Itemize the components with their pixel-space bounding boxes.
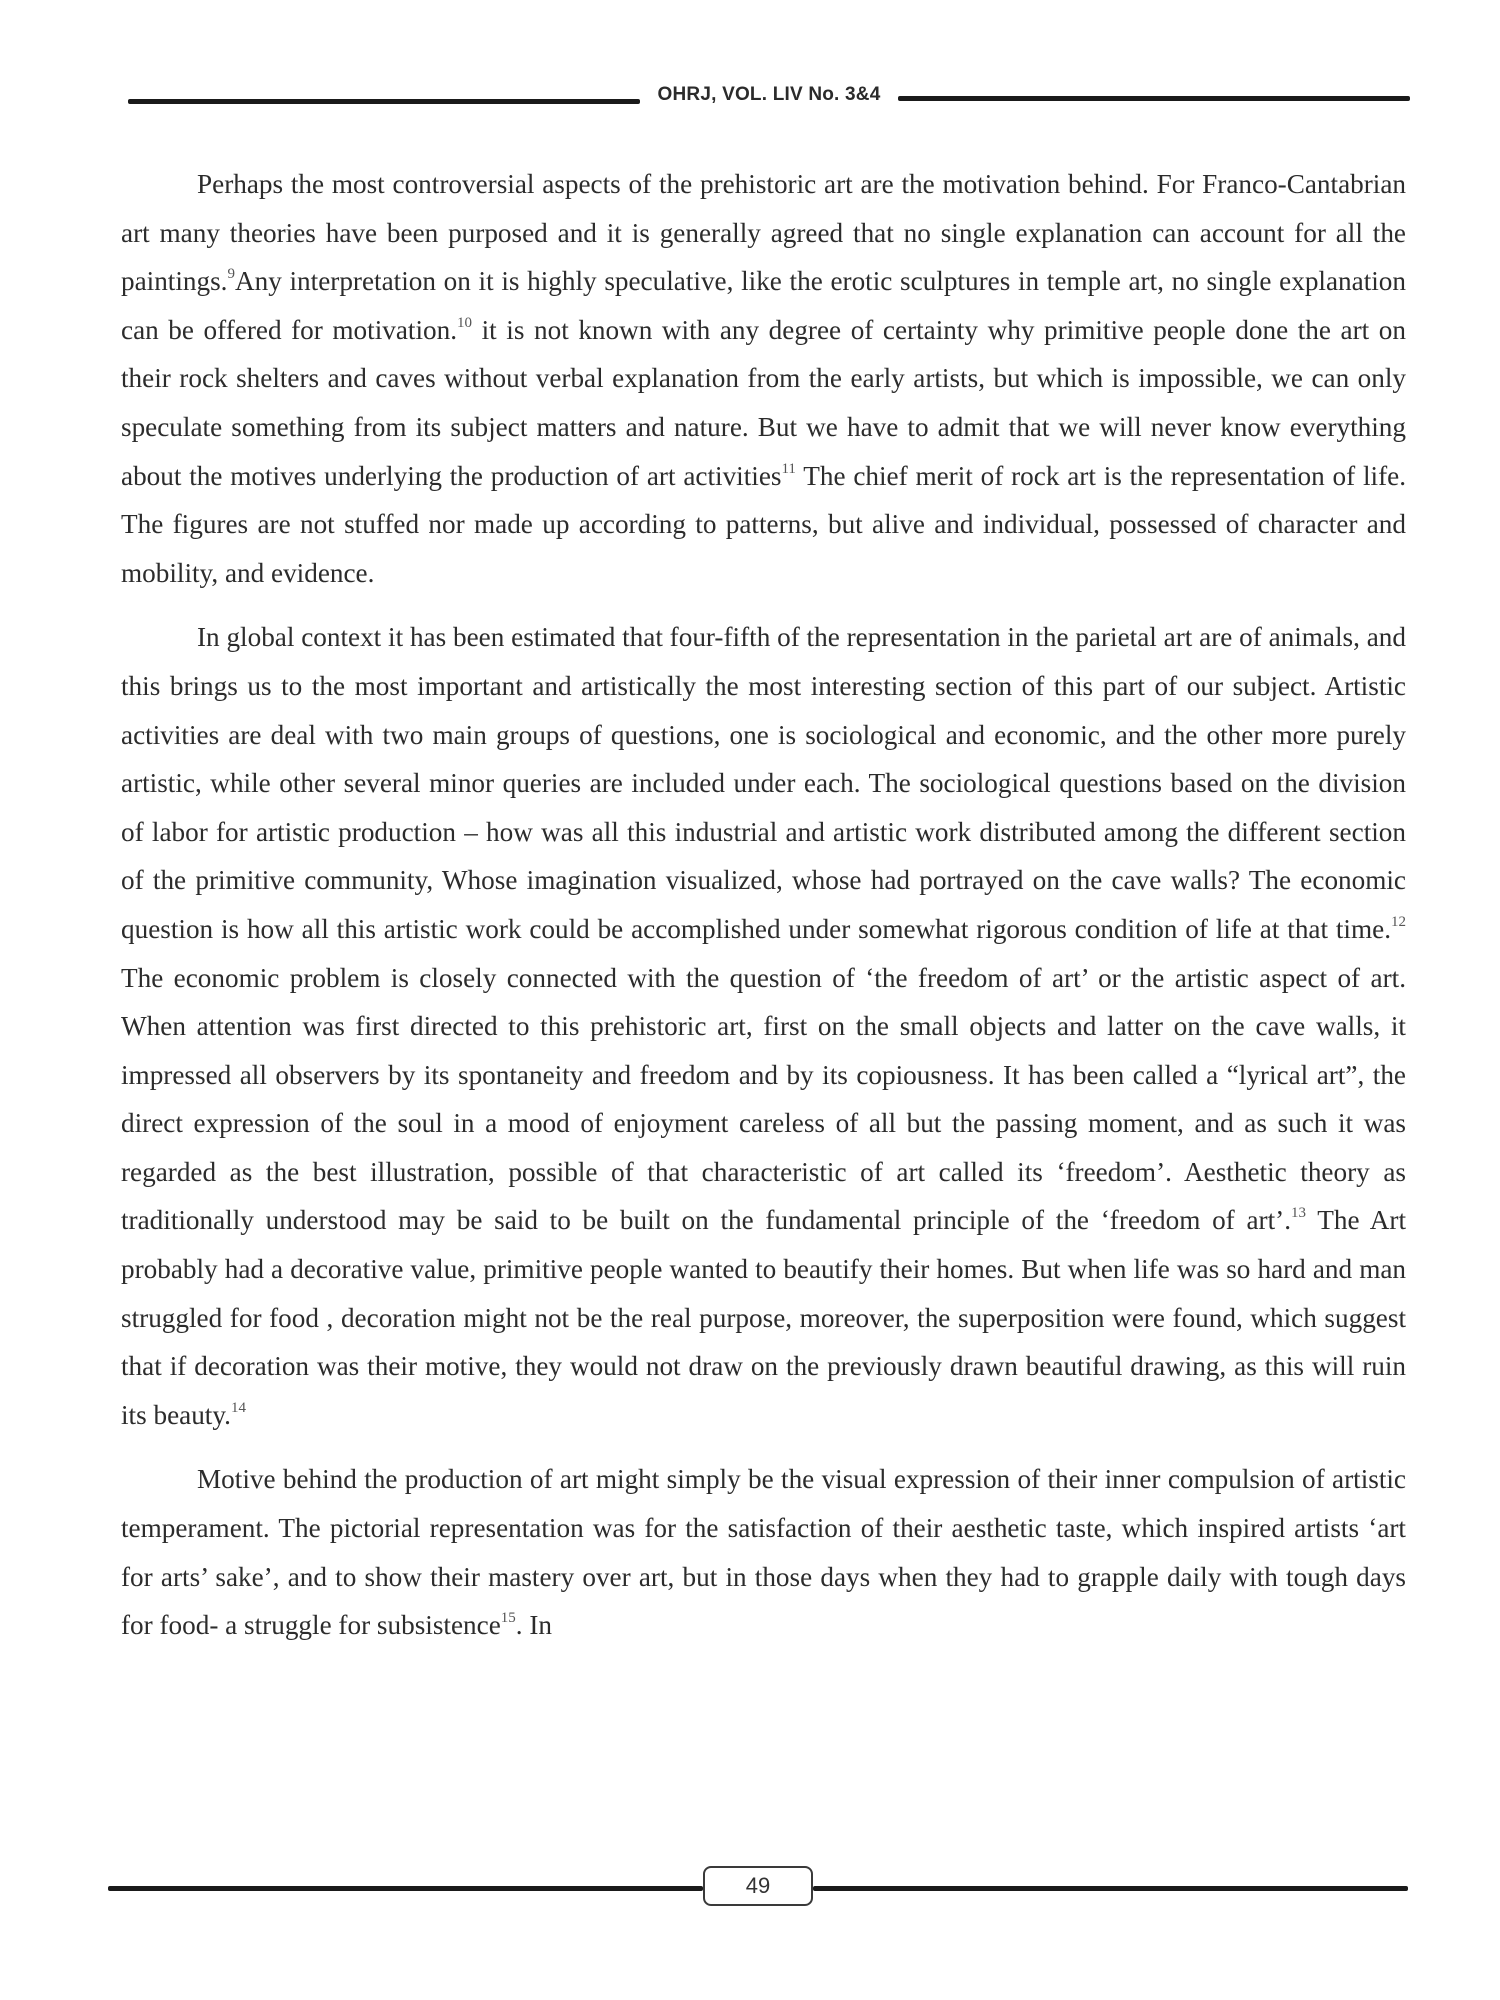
- page-footer: [108, 1866, 1408, 1910]
- journal-title: OHRJ, VOL. LIV No. 3&4: [657, 84, 881, 105]
- header-rule-left: [128, 99, 640, 104]
- footnote-ref: 10: [457, 314, 473, 331]
- footnote-ref: 14: [230, 1399, 246, 1416]
- article-body: [121, 160, 1406, 1650]
- paragraph: [121, 1455, 1406, 1649]
- footnote-ref: 15: [500, 1610, 516, 1627]
- footnote-ref: 9: [227, 266, 235, 283]
- footnote-ref: 12: [1391, 913, 1406, 930]
- text-run: it is not known with any degree of certainty why primitive people done the art on their rock shelters and caves without verbal explanation from the early artists, but which is impossible, we can only speculate something from its subject matters and nature. But we have to admit that we will never know everything about the motives underlying the production of art activities: [121, 314, 1406, 491]
- footer-rule-left: [108, 1886, 703, 1891]
- running-header: [128, 80, 1410, 110]
- text-run: Any interpretation on it is highly speculative, like the erotic sculptures in temple art, no single explanation can be offered for motivation.: [121, 266, 1406, 345]
- text-run: The chief merit of rock art is the representation of life. The figures are not stuffed nor made up according to patterns, but alive and individual, possessed of character and mobility, and evidence.: [121, 460, 1406, 588]
- paragraph: [121, 160, 1406, 597]
- footnote-ref: 11: [781, 460, 796, 477]
- text-run: Motive behind the production of art might simply be the visual expression of their inner compulsion of artistic temperament. The pictorial representation was for the satisfaction of their aesthetic taste, which inspired artists ‘art for arts’ sake’, and to show their mastery over art, but in those days when they had to grapple daily with tough days for food- a struggle for subsistence: [121, 1464, 1406, 1641]
- page-number: 49: [703, 1866, 813, 1906]
- header-rule-right: [898, 96, 1410, 101]
- text-run: Perhaps the most controversial aspects of the prehistoric art are the motivation behind. For Franco-Cantabrian art many theories have been purposed and it is generally agreed that no single explanation can account for all the paintings.: [121, 169, 1406, 297]
- footer-rule-right: [813, 1886, 1408, 1891]
- footnote-ref: 13: [1291, 1205, 1306, 1222]
- paragraph: [121, 613, 1406, 1439]
- text-run: In global context it has been estimated that four-fifth of the representation in the parietal art are of animals, and this brings us to the most important and artistically the most interesting section of this part of our subject. Artistic activities are deal with two main groups of questions, one is sociological and economic, and the other more purely artistic, while other several minor queries are included under each. The sociological questions based on the division of labor for artistic production – how was all this industrial and artistic work distributed among the different section of the primitive community, Whose imagination visualized, whose had portrayed on the cave walls? The economic question is how all this artistic work could be accomplished under somewhat rigorous condition of life at that time.: [121, 622, 1406, 944]
- text-run: The economic problem is closely connected with the question of ‘the freedom of art’ or the artistic aspect of art. When attention was first directed to this prehistoric art, first on the small objects and latter on the cave walls, it impressed all observers by its spontaneity and freedom and by its copiousness. It has been called a “lyrical art”, the direct expression of the soul in a mood of enjoyment careless of all but the passing moment, and as such it was regarded as the best illustration, possible of that characteristic of art called its ‘freedom’. Aesthetic theory as traditionally understood may be said to be built on the fundamental principle of the ‘freedom of art’.: [121, 962, 1406, 1236]
- text-run: The Art probably had a decorative value, primitive people wanted to beautify their homes. But when life was so hard and man struggled for food , decoration might not be the real purpose, moreover, the superposition were found, which suggest that if decoration was their motive, they would not draw on the previously drawn beautiful drawing, as this will ruin its beauty.: [121, 1205, 1406, 1430]
- text-run: . In: [515, 1610, 553, 1641]
